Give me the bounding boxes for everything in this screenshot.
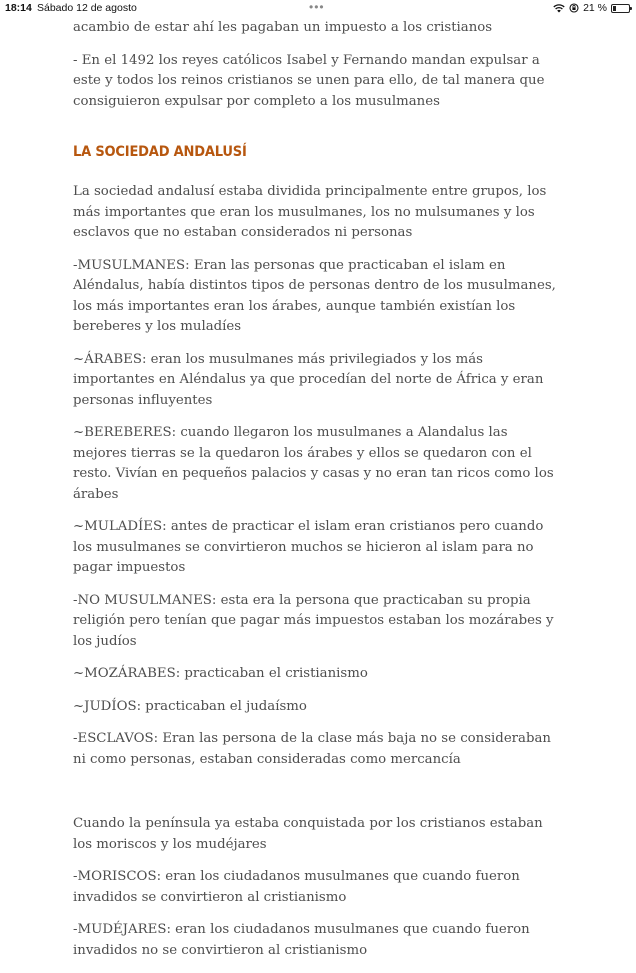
paragraph: -MORISCOS: eran los ciudadanos musulmanes que cuando fueron invadidos se convirtieron al cristianismo <box>73 869 520 905</box>
paragraph: ~MULADÍES: antes de practicar el islam eran cristianos pero cuando los musulmanes se convirtieron muchos se hicieron al islam para no pagar impuestos <box>73 519 544 575</box>
paragraph: ~ÁRABES: eran los musulmanes más privilegiados y los más importantes en Aléndalus ya que procedían del norte de África y eran personas influyentes <box>73 351 544 408</box>
paragraph: -ESCLAVOS: Eran las persona de la clase más baja no se consideraban ni como personas, estaban consideradas como mercancía <box>73 731 551 767</box>
battery-percent: 21 % <box>583 2 607 14</box>
paragraph: acambio de estar ahí les pagaban un impuesto a los cristianos <box>73 20 493 35</box>
paragraph: ~MOZÁRABES: practicaban el cristianismo <box>73 666 368 681</box>
paragraph: -MUDÉJARES: eran los ciudadanos musulmanes que cuando fueron invadidos no se convirtieron al cristianismo <box>73 922 530 958</box>
paragraph: -NO MUSULMANES: esta era la persona que practicaban su propia religión pero tenían que pagar más impuestos estaban los mozárabes y los judíos <box>73 592 554 649</box>
status-date: Sábado 12 de agosto <box>37 2 137 14</box>
paragraph: Cuando la península ya estaba conquistada por los cristianos estaban los moriscos y los mudéjares <box>73 816 543 852</box>
orientation-lock-icon <box>569 3 579 13</box>
paragraph: - En el 1492 los reyes católicos Isabel y Fernando mandan expulsar a este y todos los reinos cristianos se unen para ello, de tal manera que consiguieron expulsar por completo a los musulmanes <box>73 52 545 109</box>
status-indicators <box>553 2 630 14</box>
paragraph: La sociedad andalusí estaba dividida principalmente entre grupos, los más importantes que eran los musulmanes, los no mulsumanes y los esclavos que no estaban considerados ni personas <box>73 184 547 240</box>
paragraph: ~JUDÍOS: practicaban el judaísmo <box>73 698 307 714</box>
status-bar <box>0 0 636 18</box>
wifi-icon <box>553 3 565 13</box>
spacer <box>73 782 565 814</box>
status-time: 18:14 <box>5 2 32 14</box>
paragraph: -MUSULMANES: Eran las personas que practicaban el islam en Aléndalus, había distintos tipos de personas dentro de los musulmanes, los más importantes eran los árabes, aunque también existían los bereberes y los muladíes <box>73 257 556 334</box>
battery-icon <box>611 4 630 13</box>
paragraph: ~BEREBERES: cuando llegaron los musulmanes a Alandalus las mejores tierras se la quedaron los árabes y ellos se quedaron con el resto. Vivían en pequeños palacios y casas y no eran tan ricos como los árabes <box>73 425 554 502</box>
section-heading: LA SOCIEDAD ANDALUSÍ <box>73 144 247 160</box>
battery-level <box>613 6 616 11</box>
article-content <box>73 18 565 973</box>
multitasking-dots[interactable]: ••• <box>309 0 325 14</box>
